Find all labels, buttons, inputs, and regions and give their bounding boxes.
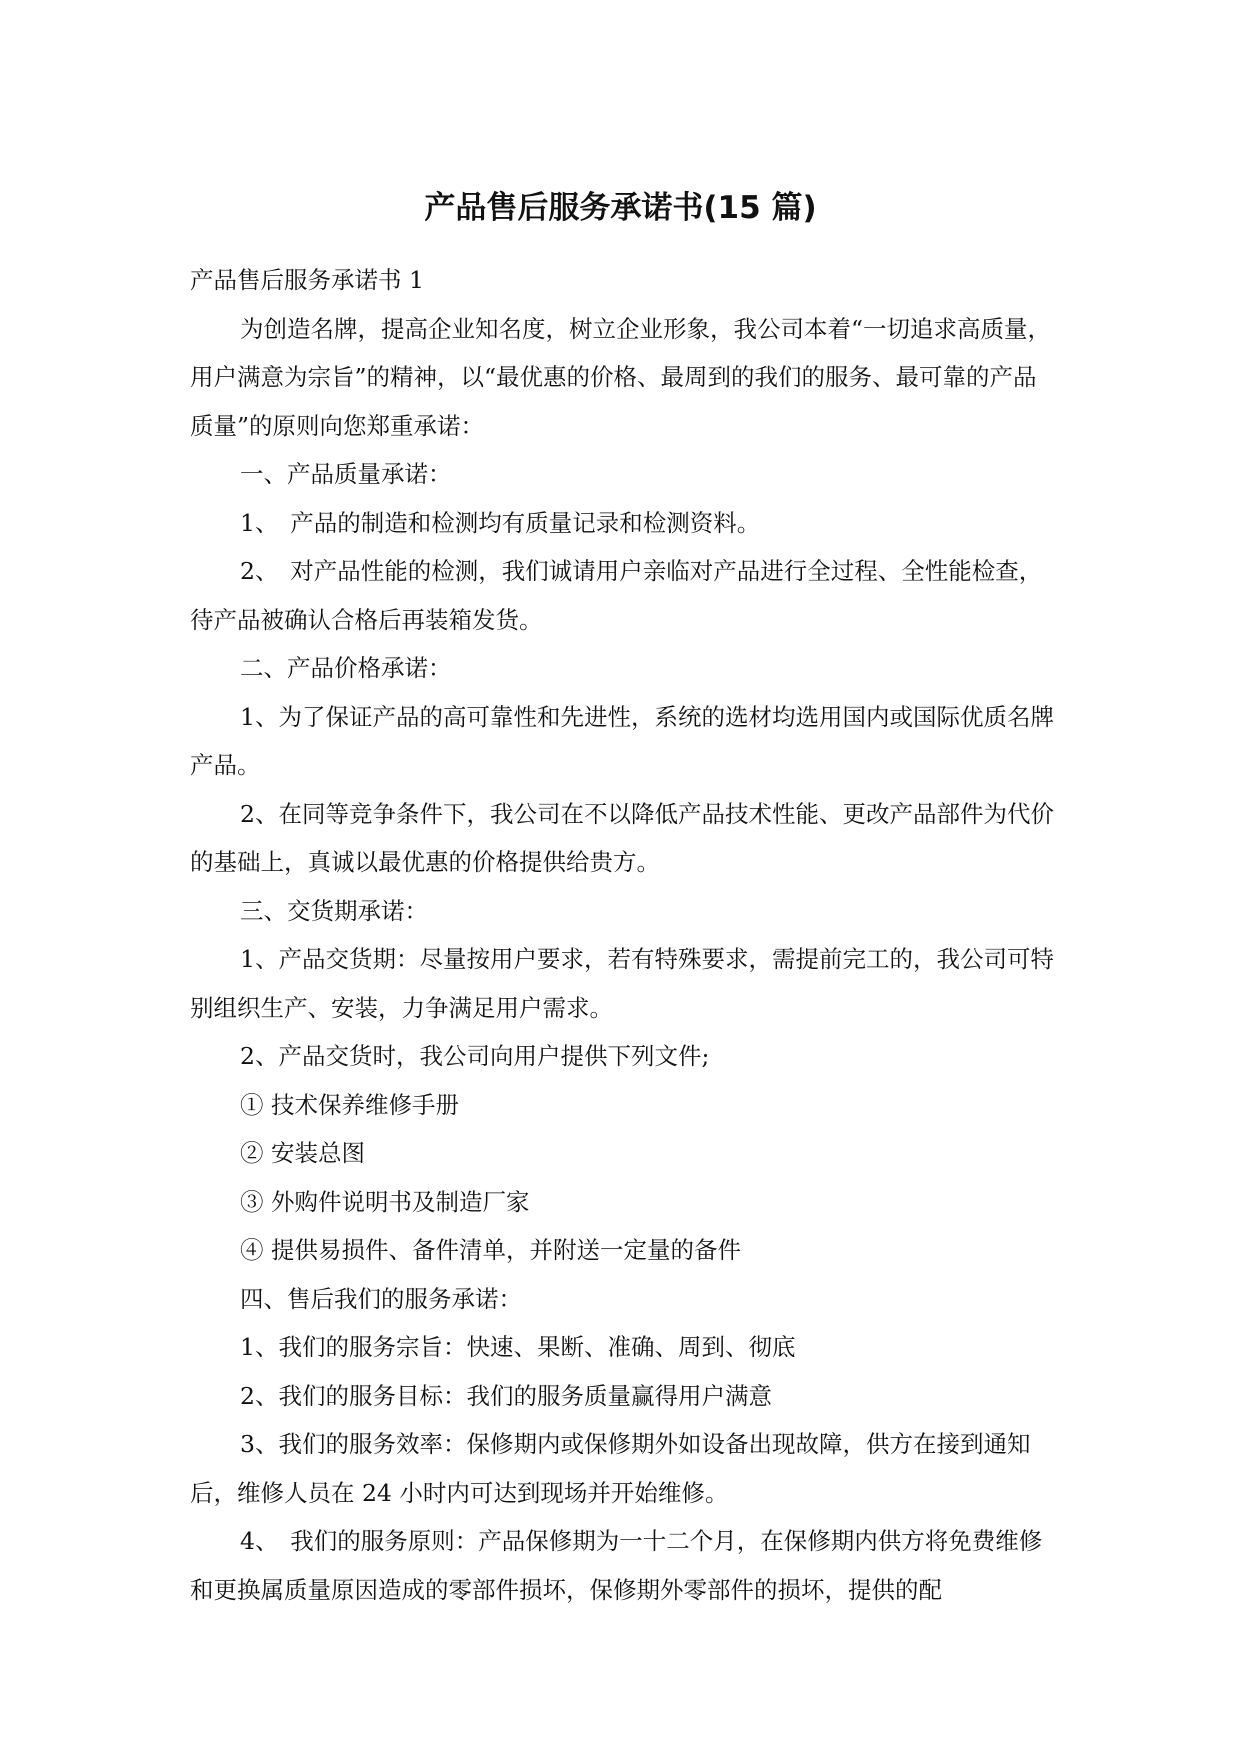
paragraph: 2、在同等竞争条件下，我公司在不以降低产品技术性能、更改产品部件为代价的基础上，真诚以最优惠的价格提供给贵方。: [190, 799, 1054, 876]
section-heading: 产品售后服务承诺书 1: [190, 266, 424, 294]
document-title: 产品售后服务承诺书(15 篇): [424, 190, 817, 226]
list-item: ④ 提供易损件、备件清单，并附送一定量的备件: [240, 1236, 741, 1264]
list-item: ① 技术保养维修手册: [240, 1090, 459, 1119]
paragraph: 1、 产品的制造和检测均有质量记录和检测资料。: [240, 508, 761, 537]
list-item: ② 安装总图: [240, 1139, 365, 1167]
paragraph: 3、我们的服务效率：保修期内或保修期外如设备出现故障，供方在接到通知后，维修人员在 24 小时内可达到现场并开始维修。: [190, 1430, 1031, 1507]
paragraph: 1、我们的服务宗旨：快速、果断、准确、周到、彻底: [240, 1333, 796, 1361]
paragraph: 三、交货期承诺：: [240, 896, 428, 925]
paragraph: 2、 对产品性能的检测，我们诚请用户亲临对产品进行全过程、全性能检查，待产品被确认合格后再装箱发货。: [190, 557, 1043, 634]
list-item: ③ 外购件说明书及制造厂家: [240, 1187, 530, 1216]
paragraph: 一、产品质量承诺：: [240, 460, 452, 488]
paragraph: 四、售后我们的服务承诺：: [240, 1284, 522, 1313]
paragraph: 二、产品价格承诺：: [240, 654, 452, 682]
document-body: [190, 256, 1056, 1614]
paragraph: 4、 我们的服务原则：产品保修期为一十二个月，在保修期内供方将免费维修和更换属质量原因造成的零部件损坏，保修期外零部件的损坏，提供的配: [190, 1527, 1043, 1604]
paragraph: 2、我们的服务目标：我们的服务质量赢得用户满意: [240, 1381, 772, 1410]
paragraph: 1、为了保证产品的高可靠性和先进性，系统的选材均选用国内或国际优质名牌产品。: [190, 702, 1054, 779]
paragraph: 为创造名牌，提高企业知名度，树立企业形象，我公司本着“一切追求高质量，用户满意为宗旨”的精神，以“最优惠的价格、最周到的我们的服务、最可靠的产品质量”的原则向您郑重承诺：: [190, 314, 1052, 440]
paragraph: 2、产品交货时，我公司向用户提供下列文件;: [240, 1042, 710, 1070]
paragraph: 1、产品交货期：尽量按用户要求，若有特殊要求，需提前完工的，我公司可特别组织生产、安装，力争满足用户需求。: [190, 945, 1054, 1022]
